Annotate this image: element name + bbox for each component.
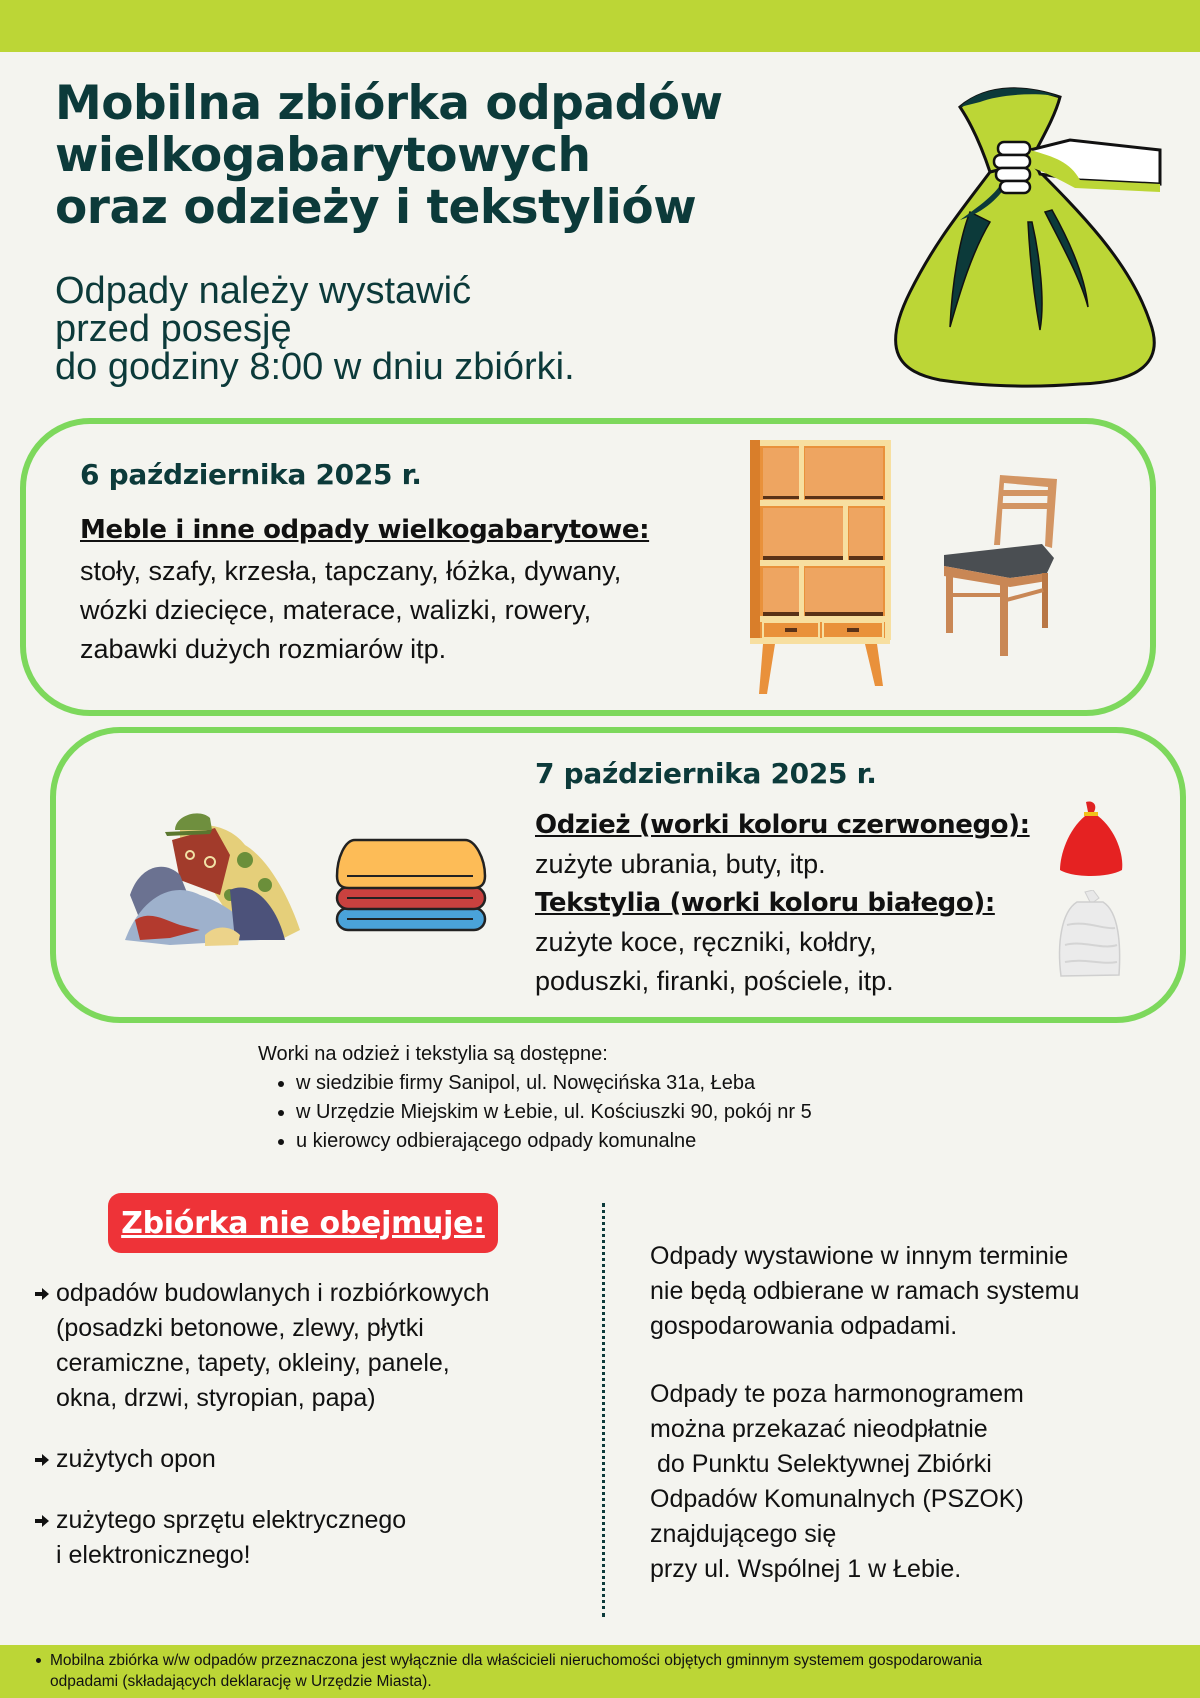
- page-title: [55, 78, 835, 234]
- folded-textiles-icon: [335, 838, 487, 933]
- collection-date: 6 października 2025 r.: [80, 458, 422, 491]
- items-line: wózki dziecięce, materace, walizki, rowery,: [80, 595, 592, 625]
- category-heading-furniture: Meble i inne odpady wielkogabarytowe:: [80, 515, 650, 545]
- exclusions-badge: Zbiórka nie obejmuje:: [108, 1193, 498, 1253]
- footer-note: [50, 1650, 1200, 1692]
- title-line: oraz odzieży i tekstyliów: [55, 180, 697, 235]
- arrow-right-icon: [34, 1452, 50, 1468]
- exclusion-line: ceramiczne, tapety, okleiny, panele,: [56, 1349, 450, 1377]
- pszok-note: [650, 1377, 1024, 1587]
- exclusion-item: [34, 1442, 594, 1477]
- category-items-textiles: [535, 923, 894, 1001]
- note-line: nie będą odbierane w ramach systemu: [650, 1277, 1080, 1305]
- exclusion-line: i elektronicznego!: [56, 1541, 251, 1569]
- category-heading-textiles: Tekstylia (worki koloru białego):: [535, 888, 995, 918]
- exclusions-list: [34, 1276, 594, 1573]
- bag-location-item: w Urzędzie Miejskim w Łebie, ul. Kościuszki 90, pokój nr 5: [276, 1098, 958, 1127]
- footer-note-bar: [0, 1645, 1200, 1698]
- arrow-right-icon: [34, 1513, 50, 1529]
- collection-date: 7 października 2025 r.: [535, 757, 877, 790]
- note-line: przy ul. Wspólnej 1 w Łebie.: [650, 1555, 962, 1583]
- items-line: zużyte koce, ręczniki, kołdry,: [535, 927, 877, 957]
- subtitle-line: Odpady należy wystawić: [55, 270, 472, 312]
- note-line: można przekazać nieodpłatnie: [650, 1415, 988, 1443]
- arrow-right-icon: [34, 1286, 50, 1302]
- bag-locations-list: [276, 1069, 958, 1156]
- category-heading-clothing: Odzież (worki koloru czerwonego):: [535, 810, 1030, 840]
- bag-location-item: u kierowcy odbierającego odpady komunalne: [276, 1127, 958, 1156]
- title-line: Mobilna zbiórka odpadów: [55, 76, 723, 131]
- exclusion-line: zużytego sprzętu elektrycznego: [56, 1506, 407, 1534]
- items-line: poduszki, firanki, pościele, itp.: [535, 966, 894, 996]
- exclusion-item: [34, 1276, 594, 1416]
- exclusion-item: [34, 1503, 594, 1573]
- bags-availability-intro: Worki na odzież i tekstylia są dostępne:: [258, 1043, 608, 1065]
- items-line: zużyte ubrania, buty, itp.: [535, 849, 826, 879]
- bags-availability-info: [258, 1040, 958, 1156]
- chair-icon: [942, 473, 1060, 658]
- category-items-furniture: [80, 552, 621, 669]
- category-items-clothing: [535, 845, 826, 884]
- title-line: wielkogabarytowych: [55, 128, 591, 183]
- note-line: Odpadów Komunalnych (PSZOK): [650, 1485, 1024, 1513]
- hand-holding-green-bag-icon: [880, 62, 1170, 392]
- bag-location-item: w siedzibie firmy Sanipol, ul. Nowęcińska 31a, Łeba: [276, 1069, 958, 1098]
- red-bag-icon: [1058, 800, 1124, 878]
- white-bag-icon: [1055, 890, 1125, 980]
- exclusion-line: zużytych opon: [56, 1445, 216, 1473]
- exclusion-line: okna, drzwi, styropian, papa): [56, 1384, 376, 1412]
- footer-note-line: Mobilna zbiórka w/w odpadów przeznaczona jest wyłącznie dla właścicieli nieruchomości objętych gminnym systemem gospodarowania: [50, 1652, 983, 1669]
- note-line: Odpady wystawione w innym terminie: [650, 1242, 1069, 1270]
- exclusion-line: (posadzki betonowe, zlewy, płytki: [56, 1314, 424, 1342]
- placement-instructions: [55, 272, 755, 386]
- items-line: stoły, szafy, krzesła, tapczany, łóżka, dywany,: [80, 556, 622, 586]
- note-line: znajdującego się: [650, 1520, 837, 1548]
- clothes-pile-icon: [120, 800, 305, 952]
- exclusion-line: odpadów budowlanych i rozbiórkowych: [56, 1279, 490, 1307]
- subtitle-line: przed posesję: [55, 308, 292, 350]
- footer-note-list: [0, 1645, 1200, 1692]
- note-line: Odpady te poza harmonogramem: [650, 1380, 1024, 1408]
- bookshelf-icon: [745, 438, 895, 696]
- subtitle-line: do godziny 8:00 w dniu zbiórki.: [55, 346, 575, 388]
- footer-note-line: odpadami (składających deklarację w Urzędzie Miasta).: [50, 1673, 432, 1690]
- items-line: zabawki dużych rozmiarów itp.: [80, 634, 447, 664]
- dotted-divider: [602, 1203, 605, 1617]
- note-line: gospodarowania odpadami.: [650, 1312, 958, 1340]
- top-accent-bar: [0, 0, 1200, 52]
- late-waste-note: [650, 1239, 1079, 1344]
- note-line: do Punktu Selektywnej Zbiórki: [650, 1450, 992, 1478]
